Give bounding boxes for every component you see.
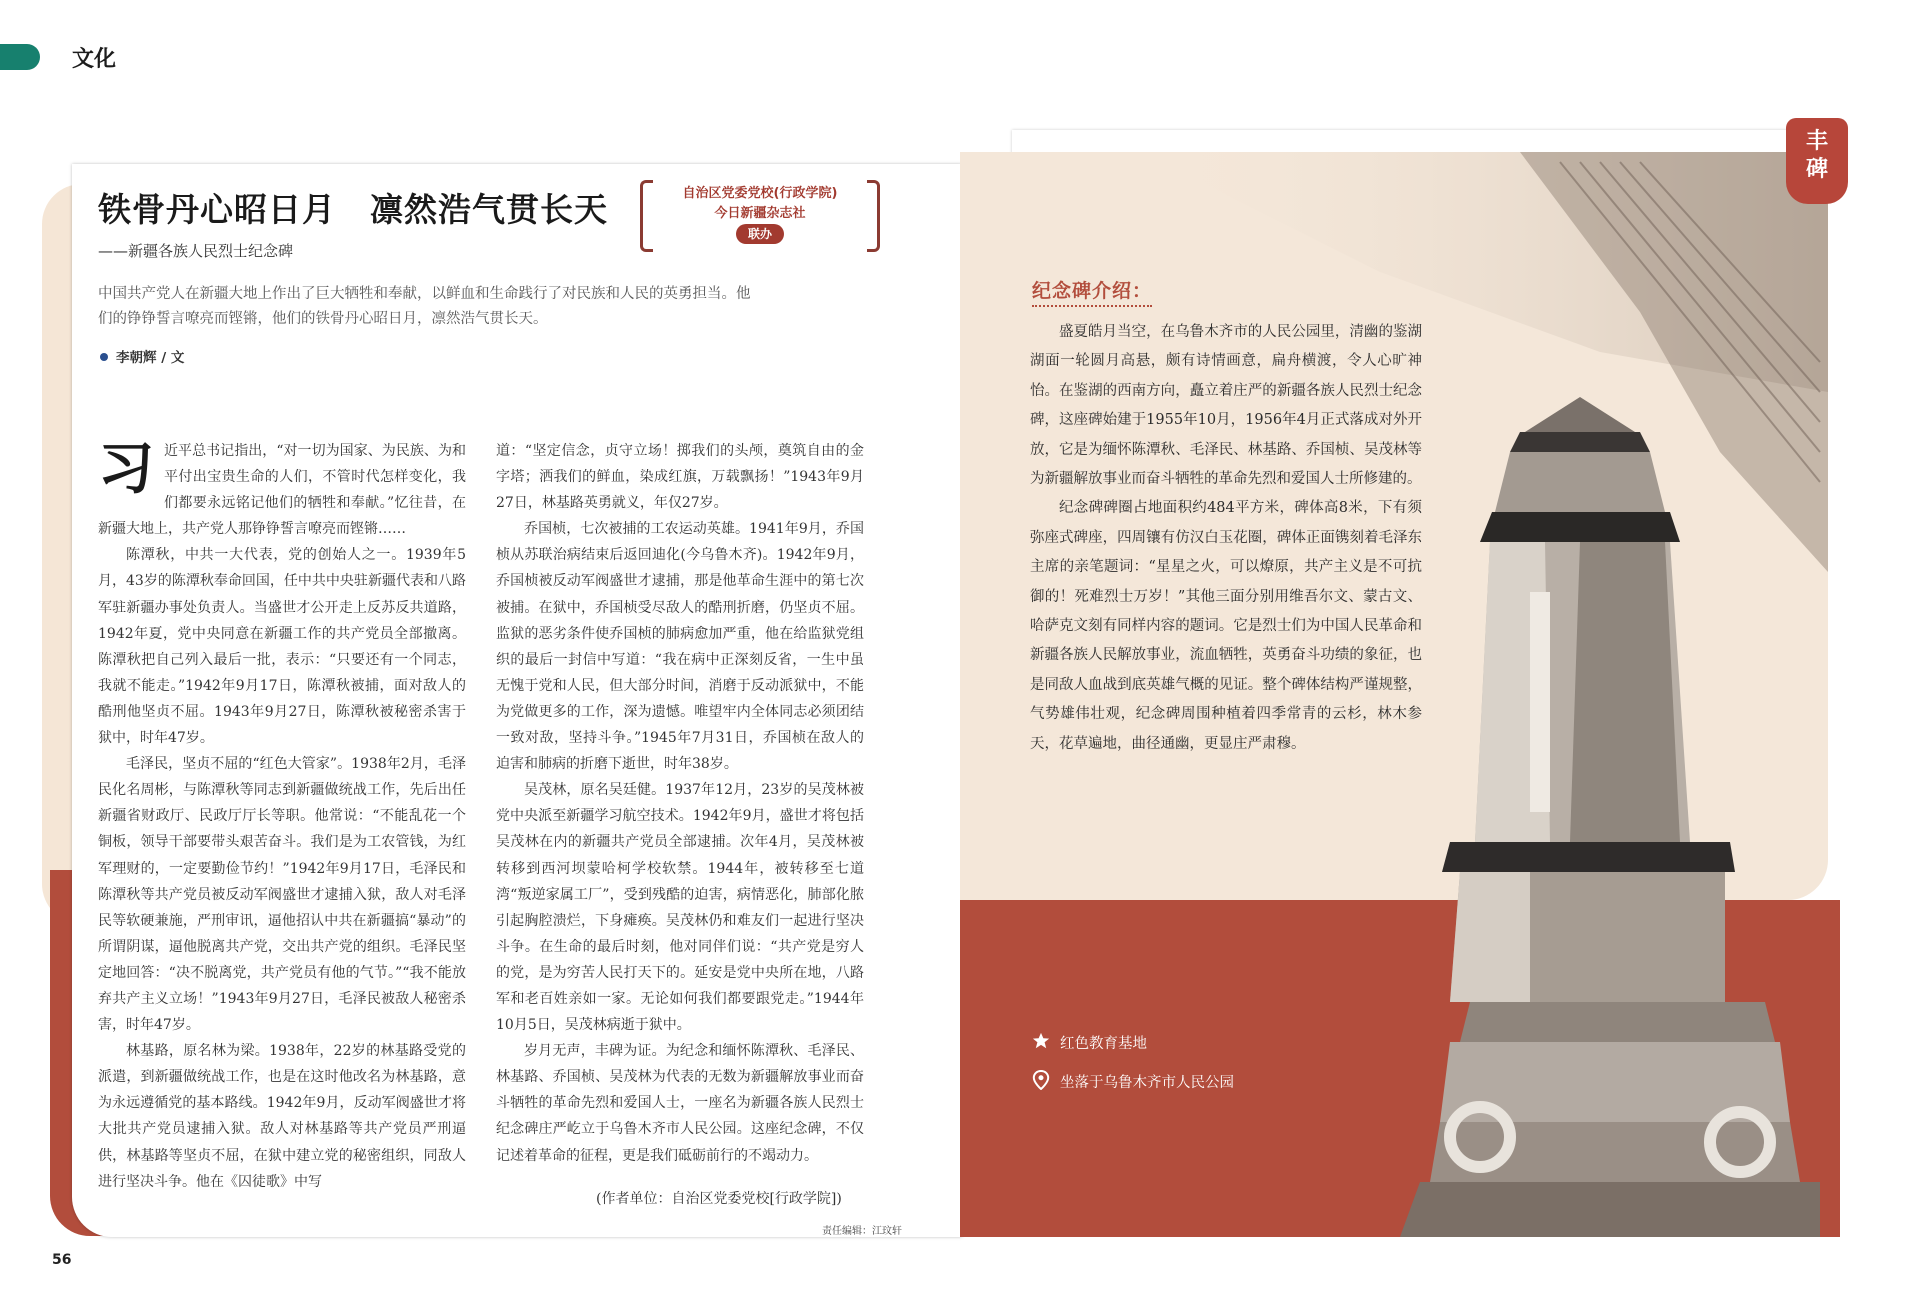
info-location: 坐落于乌鲁木齐市人民公园 xyxy=(1060,1075,1234,1091)
byline: 李朝辉 / 文 xyxy=(116,350,185,366)
topic-tag-char-2: 碑 xyxy=(1805,157,1828,182)
page-number: 56 xyxy=(52,1252,72,1268)
section-marker xyxy=(0,44,40,70)
article-subtitle: ——新疆各族人民烈士纪念碑 xyxy=(98,242,294,260)
paragraph: 岁月无声，丰碑为证。为纪念和缅怀陈潭秋、毛泽民、林基路、乔国桢、吴茂林为代表的无数为新疆解放事业而奋斗牺牲的革命先烈和爱国人士，一座名为新疆各族人民烈士纪念碑庄严屹立于乌鲁木齐市人民公园。这座纪念碑，不仅记述着革命的征程，更是我们砥砺前行的不竭动力。 xyxy=(496,1043,864,1164)
location-pin-icon xyxy=(1032,1070,1050,1090)
info-education-base: 红色教育基地 xyxy=(1060,1036,1147,1052)
bullet-dot-icon xyxy=(100,353,108,361)
paragraph: 毛泽民，坚贞不屈的“红色大管家”。1938年2月，毛泽民化名周彬，与陈潭秋等同志到新疆做统战工作，先后出任新疆省财政厅、民政厅厅长等职。他常说：“不能乱花一个铜板，领导干部要带头艰苦奋斗。我们是为工农管钱，为红军理财的，一定要勤俭节约！”1942年9月17日，毛泽民和陈潭秋等共产党员被反动军阀盛世才逮捕入狱，敌人对毛泽民等软硬兼施，严刑审讯，逼他招认中共在新疆搞“暴动”的所谓阴谋，逼他脱离共产党，交出共产党的组织。毛泽民坚定地回答：“决不脱离党，共产党员有他的气节。”“我不能放弃共产主义立场！”1943年9月27日，毛泽民被敌人秘密杀害，时年47岁。 xyxy=(98,756,466,1034)
organizer-box xyxy=(640,180,880,250)
sidebar-text xyxy=(1030,318,1422,759)
drop-cap: 习 xyxy=(98,436,154,502)
topic-tag-char-1: 丰 xyxy=(1805,129,1828,154)
paragraph xyxy=(98,438,466,542)
author-unit: (作者单位：自治区党委党校[行政学院]) xyxy=(596,1191,842,1207)
sidebar-heading: 纪念碑介绍： xyxy=(1032,276,1152,307)
paragraph: 吴茂林，原名吴廷健。1937年12月，23岁的吴茂林被党中央派至新疆学习航空技术。1942年9月，盛世才将包括吴茂林在内的新疆共产党员全部逮捕。次年4月，吴茂林被转移到西河坝蒙哈柯学校软禁。1944年，被转移至七道湾“叛逆家属工厂”，受到残酷的迫害，病情恶化，肺部化脓引起胸腔溃烂，下身瘫痪。吴茂林仍和难友们一起进行坚决斗争。在生命的最后时刻，他对同伴们说：“共产党是穷人的党，是为穷苦人民打天下的。延安是党中央所在地，八路军和老百姓亲如一家。无论如何我们都要跟党走。”1944年10月5日，吴茂林病逝于狱中。 xyxy=(496,782,864,1034)
paragraph: 乔国桢，七次被捕的工农运动英雄。1941年9月，乔国桢从苏联治病结束后返回迪化(今乌鲁木齐)。1942年9月，乔国桢被反动军阀盛世才逮捕，那是他革命生涯中的第七次被捕。在狱中，乔国桢受尽敌人的酷刑折磨，仍坚贞不屈。监狱的恶劣条件使乔国桢的肺病愈加严重，他在给监狱党组织的最后一封信中写道：“我在病中正深刻反省，一生中虽无愧于党和人民，但大部分时间，消磨于反动派狱中，不能为党做更多的工作，深为遗憾。唯望牢内全体同志必须团结一致对敌，坚持斗争。”1945年7月31日，乔国桢在敌人的迫害和肺病的折磨下逝世，时年38岁。 xyxy=(496,521,864,773)
paragraph: 纪念碑碑圈占地面积约484平方米，碑体高8米，下有须弥座式碑座，四周镶有仿汉白玉花圈，碑体正面镌刻着毛泽东主席的亲笔题词：“星星之火，可以燎原，共产主义是不可抗御的！死难烈士万岁！”其他三面分别用维吾尔文、蒙古文、哈萨克文刻有同样内容的题词。它是烈士们为中国人民革命和新疆各族人民解放事业，流血牺牲，英勇奋斗功绩的象征，也是同敌人血战到底英雄气概的见证。整个碑体结构严谨规整，气势雄伟壮观，纪念碑周围种植着四季常青的云杉，林木参天，花草遍地，曲径通幽，更显庄严肃穆。 xyxy=(1030,500,1422,752)
monument-photo xyxy=(1380,152,1820,1237)
organizer-line-2: 今日新疆杂志社 xyxy=(714,206,806,221)
star-icon xyxy=(1032,1032,1050,1050)
paragraph-text: 近平总书记指出，“对一切为国家、为民族、为和平付出宝贵生命的人们，不管时代怎样变化，我们都要永远铭记他们的牺牲和奉献。”忆往昔，在新疆大地上，共产党人那铮铮誓言嘹亮而铿锵…… xyxy=(98,443,466,538)
organizer-badge: 联办 xyxy=(736,224,784,244)
article-column-2 xyxy=(496,438,864,1169)
responsible-editor: 责任编辑：江玟轩 xyxy=(822,1226,902,1237)
section-label: 文化 xyxy=(72,47,117,72)
paragraph: 道：“坚定信念，贞守立场！掷我们的头颅，奠筑自由的金字塔；洒我们的鲜血，染成红旗，万载飘扬！”1943年9月27日，林基路英勇就义，年仅27岁。 xyxy=(496,443,864,512)
article-column-1 xyxy=(98,438,466,1195)
paragraph: 盛夏皓月当空，在乌鲁木齐市的人民公园里，清幽的鉴湖湖面一轮圆月高悬，颇有诗情画意，扁舟横渡，令人心旷神怡。在鉴湖的西南方向，矗立着庄严的新疆各族人民烈士纪念碑，这座碑始建于1955年10月，1956年4月正式落成对外开放，它是为缅怀陈潭秋、毛泽民、林基路、乔国桢、吴茂林等为新疆解放事业而奋斗牺牲的革命先烈和爱国人士所修建的。 xyxy=(1030,324,1422,488)
article-title: 铁骨丹心昭日月 凛然浩气贯长天 xyxy=(98,190,608,229)
organizer-line-1: 自治区党委党校(行政学院) xyxy=(682,186,838,201)
paragraph: 林基路，原名林为梁。1938年，22岁的林基路受党的派遣，到新疆做统战工作，也是在这时他改名为林基路，意为永远遵循党的基本路线。1942年9月，反动军阀盛世才将大批共产党员逮捕入狱。敌人对林基路等共产党员严刑逼供，林基路等坚贞不屈，在狱中建立党的秘密组织，同敌人进行坚决斗争。他在《囚徒歌》中写 xyxy=(98,1043,466,1190)
article-intro: 中国共产党人在新疆大地上作出了巨大牺牲和奉献，以鲜血和生命践行了对民族和人民的英勇担当。他们的铮铮誓言嘹亮而铿锵，他们的铁骨丹心昭日月，凛然浩气贯长天。 xyxy=(98,286,751,327)
paragraph: 陈潭秋，中共一大代表，党的创始人之一。1939年5月，43岁的陈潭秋奉命回国，任中共中央驻新疆代表和八路军驻新疆办事处负责人。当盛世才公开走上反苏反共道路，1942年夏，党中央同意在新疆工作的共产党员全部撤离。陈潭秋把自己列入最后一批，表示：“只要还有一个同志，我就不能走。”1942年9月17日，陈潭秋被捕，面对敌人的酷刑他坚贞不屈。1943年9月27日，陈潭秋被秘密杀害于狱中，时年47岁。 xyxy=(98,547,466,747)
